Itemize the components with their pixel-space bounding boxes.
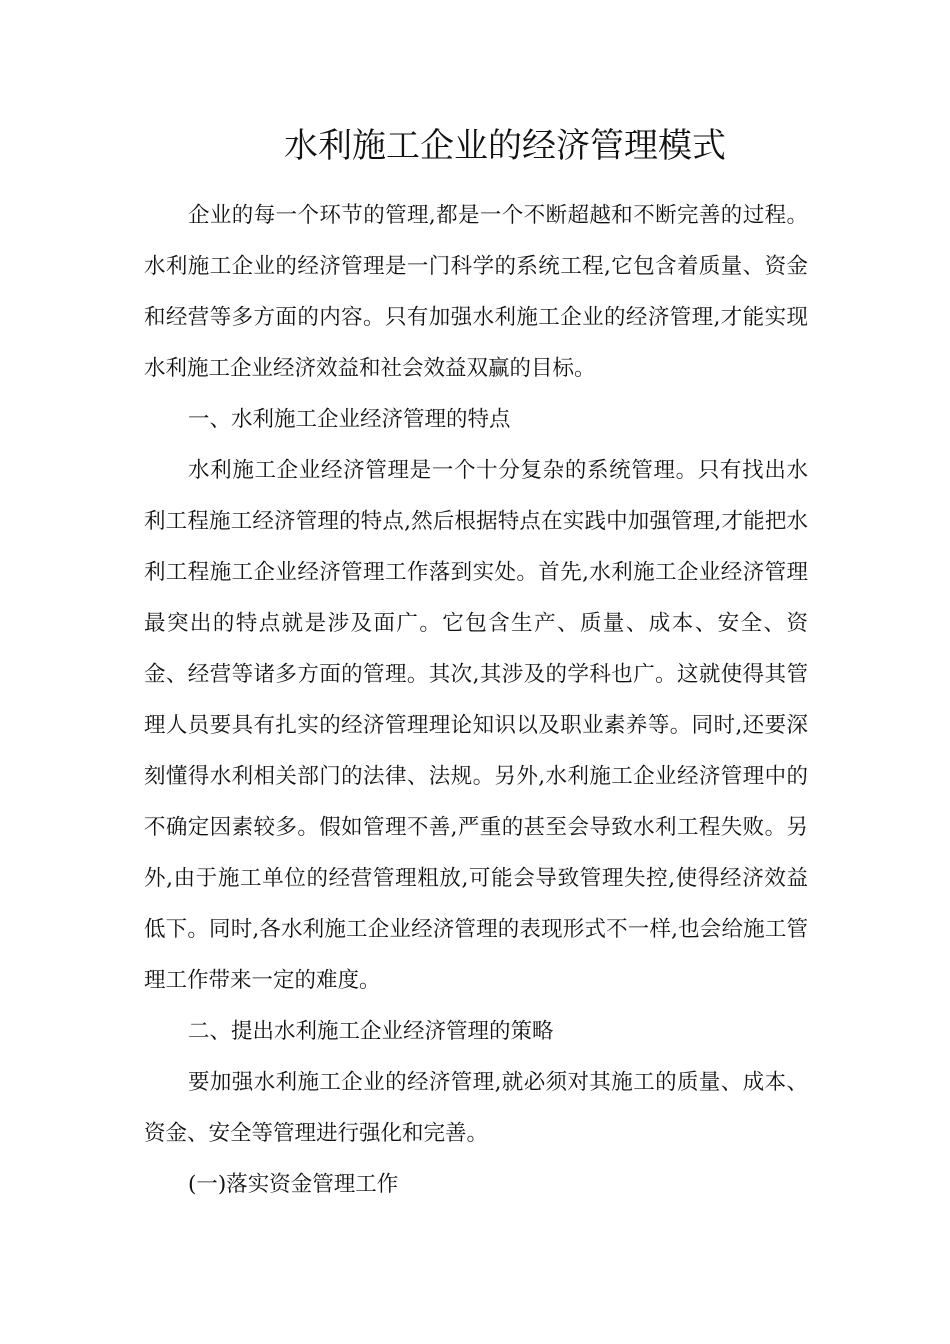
- subsection-heading-1: (一)落实资金管理工作: [188, 1172, 399, 1197]
- document-body: [144, 190, 808, 1210]
- section-1-paragraph: 水利施工企业经济管理是一个十分复杂的系统管理。只有找出水利工程施工经济管理的特点,然后根据特点在实践中加强管理,才能把水利工程施工企业经济管理工作落到实处。首先,水利施工企业经济管理最突出的特点就是涉及面广。它包含生产、质量、成本、安全、资金、经营等诸多方面的管理。其次,其涉及的学科也广。这就使得其管理人员要具有扎实的经济管理理论知识以及职业素养等。同时,还要深刻懂得水利相关部门的法律、法规。另外,水利施工企业经济管理中的不确定因素较多。假如管理不善,严重的甚至会导致水利工程失败。另外,由于施工单位的经营管理粗放,可能会导致管理失控,使得经济效益低下。同时,各水利施工企业经济管理的表现形式不一样,也会给施工管理工作带来一定的难度。: [144, 458, 808, 993]
- section-heading-1: 一、水利施工企业经济管理的特点: [188, 407, 511, 432]
- section-heading-2: 二、提出水利施工企业经济管理的策略: [188, 1019, 554, 1044]
- intro-paragraph: 企业的每一个环节的管理,都是一个不断超越和不断完善的过程。水利施工企业的经济管理是一门科学的系统工程,它包含着质量、资金和经营等多方面的内容。只有加强水利施工企业的经济管理,才能实现水利施工企业经济效益和社会效益双赢的目标。: [144, 203, 808, 381]
- document-title: 水利施工企业的经济管理模式: [284, 126, 726, 166]
- section-2-paragraph: 要加强水利施工企业的经济管理,就必须对其施工的质量、成本、资金、安全等管理进行强化和完善。: [144, 1070, 808, 1146]
